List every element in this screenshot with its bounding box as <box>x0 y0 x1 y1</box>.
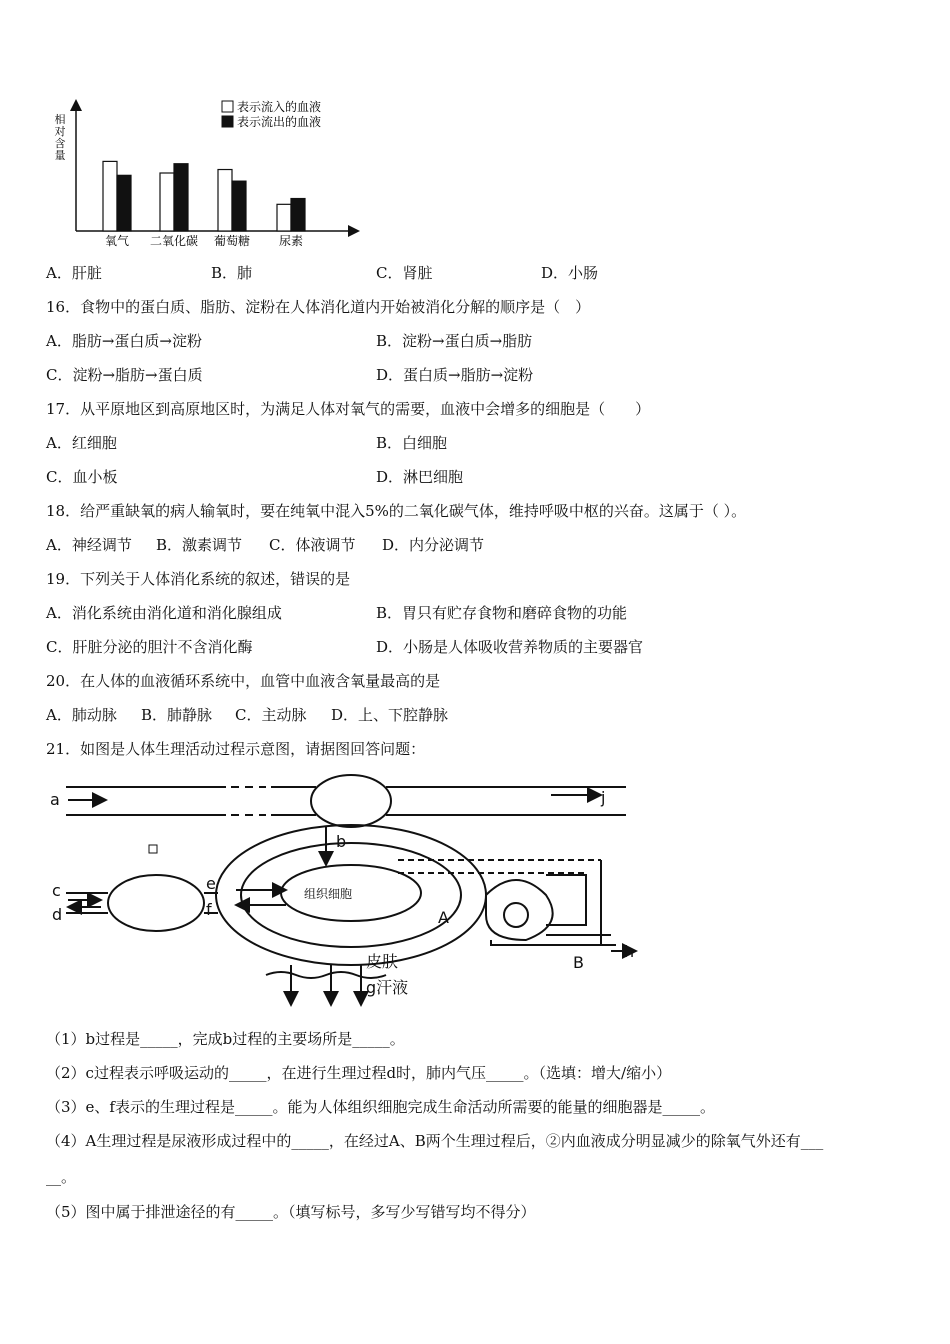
bar-outflow-1 <box>174 164 188 231</box>
q18-option-b[interactable]: B．激素调节 <box>156 536 243 554</box>
diagram-label: e <box>206 874 216 893</box>
q21-sub4-cont: __。 <box>46 1168 77 1186</box>
q18-option-d[interactable]: D．内分泌调节 <box>382 536 485 554</box>
q18-stem: 18．给严重缺氧的病人输氧时，要在纯氧中混入5%的二氧化碳气体，维持呼吸中枢的兴奋。这属于（ ）。 <box>46 502 747 520</box>
bar-outflow-3 <box>291 199 305 231</box>
q16-option-a[interactable]: A．脂肪→蛋白质→淀粉 <box>46 332 202 350</box>
diagram-label: a <box>50 790 60 809</box>
q21-sub3: （3）e、f表示的生理过程是_____。能为人体组织细胞完成生命活动所需要的能量的细胞器是_____。 <box>46 1098 715 1116</box>
y-axis-label-char: 相 <box>54 113 66 126</box>
q15-option-d[interactable]: D．小肠 <box>541 264 599 282</box>
diagram-label: B <box>573 953 584 972</box>
q16-option-d[interactable]: D．蛋白质→脂肪→淀粉 <box>376 366 534 384</box>
bar-inflow-2 <box>218 170 232 231</box>
bar-inflow-0 <box>103 161 117 231</box>
q20-option-b[interactable]: B．肺静脉 <box>141 706 213 724</box>
q19-option-b[interactable]: B．胃只有贮存食物和磨碎食物的功能 <box>376 604 628 622</box>
q19-option-d[interactable]: D．小肠是人体吸收营养物质的主要器官 <box>376 638 644 656</box>
q17-option-b[interactable]: B．白细胞 <box>376 434 448 452</box>
physiology-diagram <box>46 765 640 1015</box>
y-axis-label-char: 对 <box>54 125 66 138</box>
legend-swatch <box>222 116 233 127</box>
legend-label: 表示流出的血液 <box>237 115 322 129</box>
q18-option-a[interactable]: A．神经调节 <box>46 536 132 554</box>
x-tick-label: 氧气 <box>104 234 130 248</box>
q21-sub5: （5）图中属于排泄途径的有_____。（填写标号，多写少写错写均不得分） <box>46 1203 536 1221</box>
q19-option-c[interactable]: C．肝脏分泌的胆汁不含消化酶 <box>46 638 253 656</box>
legend-swatch <box>222 101 233 112</box>
diagram-label: A <box>438 908 449 927</box>
q15-option-b[interactable]: B．肺 <box>211 264 253 282</box>
bar-outflow-0 <box>117 175 131 231</box>
q17-option-c[interactable]: C．血小板 <box>46 468 118 486</box>
q20-stem: 20．在人体的血液循环系统中，血管中血液含氧量最高的是 <box>46 672 441 690</box>
q15-option-a[interactable]: A．肝脏 <box>46 264 102 282</box>
q16-option-c[interactable]: C．淀粉→脂肪→蛋白质 <box>46 366 203 384</box>
x-tick-label: 二氧化碳 <box>149 234 199 248</box>
q20-option-a[interactable]: A．肺动脉 <box>46 706 117 724</box>
q19-option-a[interactable]: A．消化系统由消化道和消化腺组成 <box>46 604 282 622</box>
diagram-label: f <box>206 900 212 919</box>
q21-stem: 21．如图是人体生理活动过程示意图，请据图回答问题： <box>46 740 426 758</box>
q21-sub2: （2）c过程表示呼吸运动的_____，在进行生理过程d时，肺内气压_____。（选填：增大/缩小） <box>46 1064 672 1082</box>
diagram-label: h <box>624 942 635 961</box>
q18-option-c[interactable]: C．体液调节 <box>269 536 356 554</box>
q17-option-d[interactable]: D．淋巴细胞 <box>376 468 464 486</box>
legend-label: 表示流入的血液 <box>237 100 322 114</box>
q16-option-b[interactable]: B．淀粉→蛋白质→脂肪 <box>376 332 533 350</box>
q17-option-a[interactable]: A．红细胞 <box>46 434 117 452</box>
diagram-label: 组织细胞 <box>304 887 353 901</box>
x-tick-label: 尿素 <box>278 234 304 248</box>
bar-chart <box>46 95 366 255</box>
x-tick-label: 葡萄糖 <box>213 234 251 248</box>
y-axis-label-char: 含 <box>54 137 66 150</box>
diagram-label: g汗液 <box>366 978 409 997</box>
q21-sub4: （4）A生理过程是尿液形成过程中的_____，在经过A、B两个生理过程后，②内血液成分明显减少的除氧气外还有___ <box>46 1132 824 1150</box>
diagram-label: d <box>52 905 63 924</box>
q20-option-d[interactable]: D．上、下腔静脉 <box>331 706 449 724</box>
diagram-label: 皮肤 <box>366 952 399 971</box>
q20-option-c[interactable]: C．主动脉 <box>235 706 307 724</box>
q15-option-c[interactable]: C．肾脏 <box>376 264 433 282</box>
q19-stem: 19．下列关于人体消化系统的叙述，错误的是 <box>46 570 351 588</box>
diagram-label: c <box>52 881 61 900</box>
bar-inflow-3 <box>277 204 291 231</box>
y-axis-label-char: 量 <box>54 149 66 162</box>
diagram-label: j <box>601 788 606 807</box>
q17-stem: 17．从平原地区到高原地区时，为满足人体对氧气的需要，血液中会增多的细胞是（ ） <box>46 400 651 418</box>
q21-sub1: （1）b过程是_____，完成b过程的主要场所是_____。 <box>46 1030 405 1048</box>
bar-outflow-2 <box>232 181 246 231</box>
y-axis-label <box>55 112 66 162</box>
bar-inflow-1 <box>160 173 174 231</box>
q16-stem: 16．食物中的蛋白质、脂肪、淀粉在人体消化道内开始被消化分解的顺序是（ ） <box>46 298 591 316</box>
diagram-label: b <box>336 832 347 851</box>
